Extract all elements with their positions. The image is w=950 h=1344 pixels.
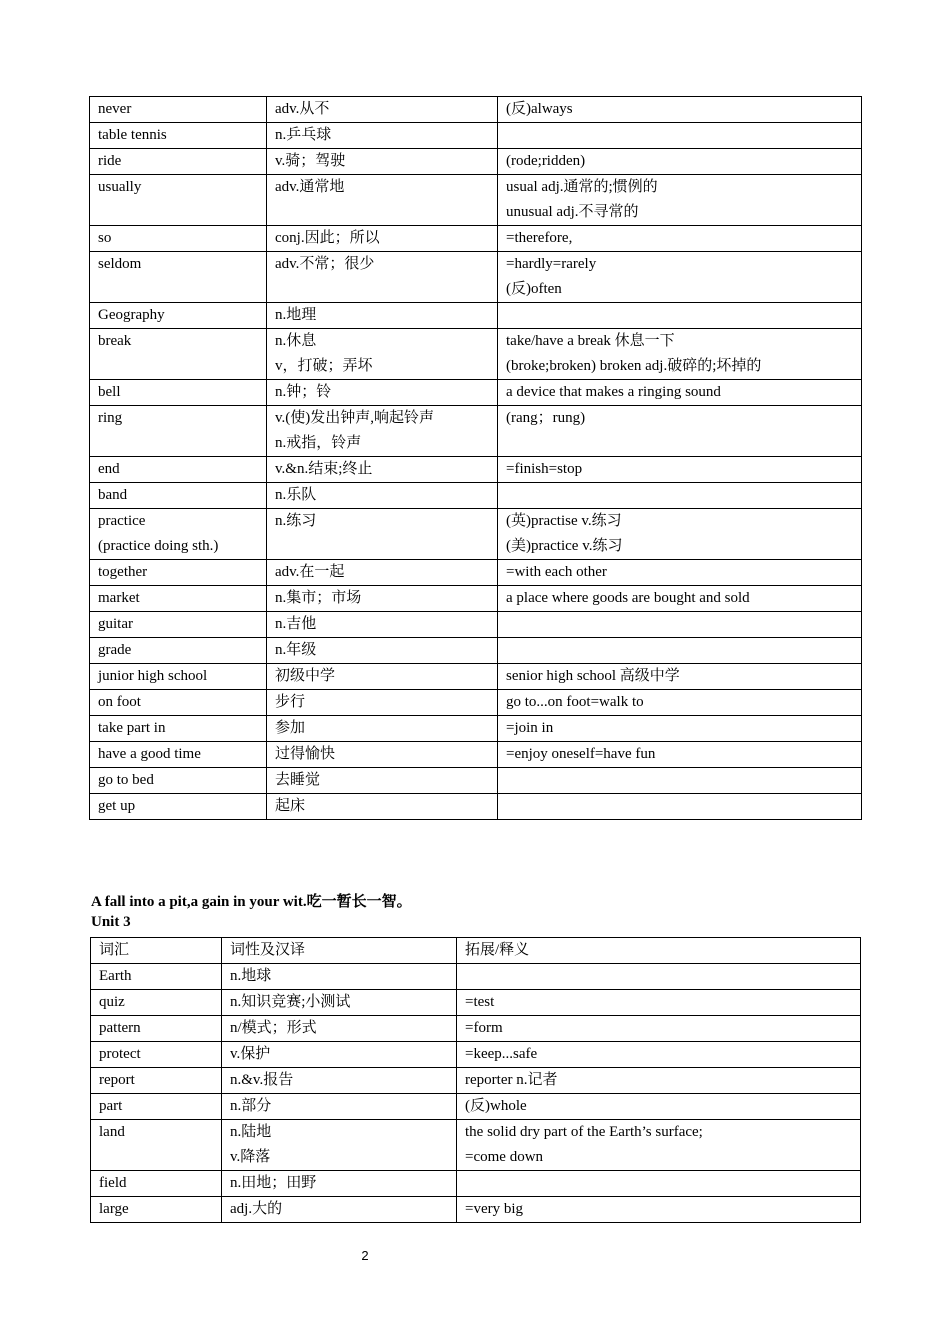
word-cell: so (90, 226, 267, 252)
table-row (91, 1016, 861, 1042)
extension-cell: =join in (498, 716, 862, 742)
word-cell: seldom (90, 252, 267, 303)
extension-cell: =enjoy oneself=have fun (498, 742, 862, 768)
meaning-cell: n.年级 (267, 638, 498, 664)
meaning-cell: adv.从不 (267, 97, 498, 123)
extension-cell: =therefore, (498, 226, 862, 252)
meaning-cell: adv.通常地 (267, 175, 498, 226)
table-row (90, 716, 862, 742)
extension-cell: take/have a break 休息一下 (broke;broken) broken adj.破碎的;坏掉的 (498, 329, 862, 380)
meaning-cell: n.地理 (267, 303, 498, 329)
table-row (90, 794, 862, 820)
word-cell: guitar (90, 612, 267, 638)
word-cell: report (91, 1068, 222, 1094)
table-row (90, 742, 862, 768)
table-row (91, 964, 861, 990)
table-row (90, 483, 862, 509)
meaning-cell: n.集市；市场 (267, 586, 498, 612)
extension-cell (498, 794, 862, 820)
vocabulary-table-unit-2 (89, 96, 862, 820)
word-cell: land (91, 1120, 222, 1171)
meaning-cell: n.吉他 (267, 612, 498, 638)
word-cell: break (90, 329, 267, 380)
meaning-cell: 起床 (267, 794, 498, 820)
extension-cell: a place where goods are bought and sold (498, 586, 862, 612)
table-row (91, 1042, 861, 1068)
vocabulary-table-body (91, 964, 861, 1223)
meaning-cell: conj.因此；所以 (267, 226, 498, 252)
meaning-cell: 参加 (267, 716, 498, 742)
word-cell: ride (90, 149, 267, 175)
meaning-cell: n.地球 (222, 964, 457, 990)
word-cell: practice (practice doing sth.) (90, 509, 267, 560)
extension-cell: =test (457, 990, 861, 1016)
meaning-cell: 去睡觉 (267, 768, 498, 794)
extension-cell (498, 483, 862, 509)
table-row (90, 123, 862, 149)
meaning-cell: adj.大的 (222, 1197, 457, 1223)
word-cell: junior high school (90, 664, 267, 690)
word-cell: part (91, 1094, 222, 1120)
meaning-cell: adv.在一起 (267, 560, 498, 586)
table-row (90, 175, 862, 226)
extension-cell (498, 123, 862, 149)
table-row (90, 690, 862, 716)
extension-cell: (rode;ridden) (498, 149, 862, 175)
word-cell: have a good time (90, 742, 267, 768)
word-cell: quiz (91, 990, 222, 1016)
word-cell: on foot (90, 690, 267, 716)
meaning-cell: adv.不常；很少 (267, 252, 498, 303)
meaning-cell: n.陆地 v.降落 (222, 1120, 457, 1171)
meaning-cell: n/模式；形式 (222, 1016, 457, 1042)
extension-cell: =with each other (498, 560, 862, 586)
table-row (90, 97, 862, 123)
extension-cell: (反)always (498, 97, 862, 123)
table-row (91, 1171, 861, 1197)
table-header-row (91, 938, 861, 964)
meaning-cell: n.部分 (222, 1094, 457, 1120)
column-header-extension: 拓展/释义 (457, 938, 861, 964)
word-cell: band (90, 483, 267, 509)
table-row (90, 768, 862, 794)
extension-cell (498, 768, 862, 794)
word-cell: bell (90, 380, 267, 406)
table-row (90, 303, 862, 329)
page-number: 2 (361, 1248, 369, 1263)
table-row (90, 612, 862, 638)
word-cell: table tennis (90, 123, 267, 149)
extension-cell: go to...on foot=walk to (498, 690, 862, 716)
meaning-cell: n.练习 (267, 509, 498, 560)
word-cell: never (90, 97, 267, 123)
word-cell: pattern (91, 1016, 222, 1042)
word-cell: ring (90, 406, 267, 457)
meaning-cell: n.钟；铃 (267, 380, 498, 406)
meaning-cell: n.知识竞赛;小测试 (222, 990, 457, 1016)
word-cell: get up (90, 794, 267, 820)
vocabulary-table-body (90, 97, 862, 820)
meaning-cell: n.乐队 (267, 483, 498, 509)
extension-cell: =keep...safe (457, 1042, 861, 1068)
meaning-cell: v.保护 (222, 1042, 457, 1068)
column-header-word: 词汇 (91, 938, 222, 964)
table-row (90, 560, 862, 586)
extension-cell: =very big (457, 1197, 861, 1223)
vocabulary-table-unit-3 (90, 937, 861, 1223)
extension-cell: (反)whole (457, 1094, 861, 1120)
table-row (90, 509, 862, 560)
extension-cell: a device that makes a ringing sound (498, 380, 862, 406)
proverb-line: A fall into a pit,a gain in your wit.吃一暂长一智。 (91, 894, 412, 910)
table-row (90, 329, 862, 380)
word-cell: go to bed (90, 768, 267, 794)
table-row (90, 406, 862, 457)
word-cell: take part in (90, 716, 267, 742)
table-row (91, 1094, 861, 1120)
extension-cell (457, 964, 861, 990)
extension-cell (498, 638, 862, 664)
table-row (91, 990, 861, 1016)
meaning-cell: 步行 (267, 690, 498, 716)
extension-cell: usual adj.通常的;惯例的 unusual adj.不寻常的 (498, 175, 862, 226)
table-row (91, 1120, 861, 1171)
word-cell: Earth (91, 964, 222, 990)
word-cell: end (90, 457, 267, 483)
extension-cell: the solid dry part of the Earth’s surface; =come down (457, 1120, 861, 1171)
column-header-meaning: 词性及汉译 (222, 938, 457, 964)
word-cell: protect (91, 1042, 222, 1068)
word-cell: grade (90, 638, 267, 664)
table-row (90, 457, 862, 483)
extension-cell (498, 303, 862, 329)
meaning-cell: n.&v.报告 (222, 1068, 457, 1094)
extension-cell: =form (457, 1016, 861, 1042)
table-row (90, 638, 862, 664)
extension-cell: senior high school 高级中学 (498, 664, 862, 690)
table-row (90, 380, 862, 406)
meaning-cell: v.(使)发出钟声,响起铃声 n.戒指，铃声 (267, 406, 498, 457)
extension-cell (457, 1171, 861, 1197)
table-row (91, 1068, 861, 1094)
meaning-cell: 过得愉快 (267, 742, 498, 768)
meaning-cell: n.田地；田野 (222, 1171, 457, 1197)
word-cell: Geography (90, 303, 267, 329)
table-row (90, 226, 862, 252)
word-cell: usually (90, 175, 267, 226)
word-cell: together (90, 560, 267, 586)
meaning-cell: n.乒乓球 (267, 123, 498, 149)
meaning-cell: v.骑；驾驶 (267, 149, 498, 175)
table-row (91, 1197, 861, 1223)
table-row (90, 664, 862, 690)
extension-cell (498, 612, 862, 638)
meaning-cell: v.&n.结束;终止 (267, 457, 498, 483)
word-cell: large (91, 1197, 222, 1223)
extension-cell: =finish=stop (498, 457, 862, 483)
word-cell: field (91, 1171, 222, 1197)
meaning-cell: n.休息 v，打破；弄坏 (267, 329, 498, 380)
extension-cell: (rang；rung) (498, 406, 862, 457)
table-row (90, 252, 862, 303)
word-cell: market (90, 586, 267, 612)
meaning-cell: 初级中学 (267, 664, 498, 690)
extension-cell: (英)practise v.练习 (美)practice v.练习 (498, 509, 862, 560)
table-row (90, 586, 862, 612)
table-row (90, 149, 862, 175)
unit-title: Unit 3 (91, 914, 131, 930)
extension-cell: reporter n.记者 (457, 1068, 861, 1094)
extension-cell: =hardly=rarely (反)often (498, 252, 862, 303)
